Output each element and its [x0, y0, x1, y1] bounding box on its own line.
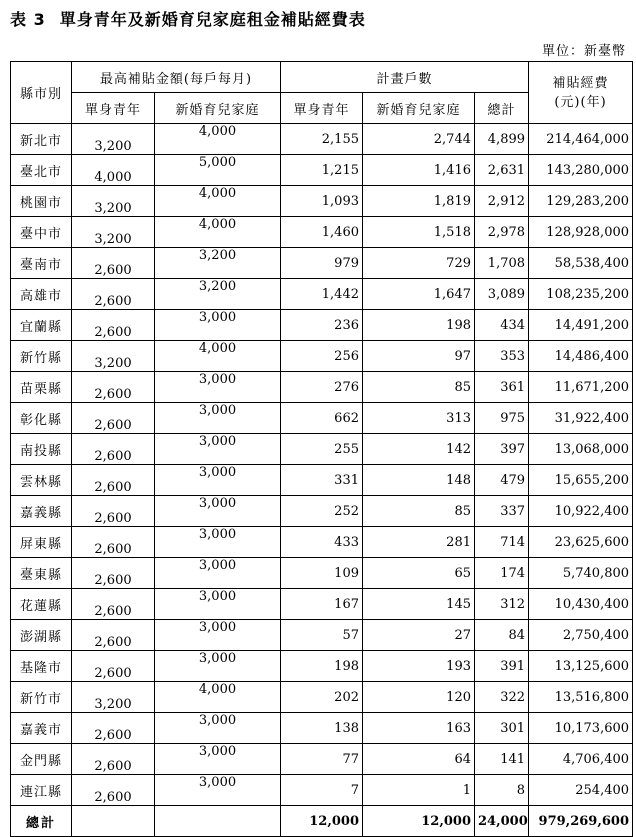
households-single-youth: 979 [281, 248, 363, 279]
households-newlywed-family: 85 [363, 372, 475, 403]
households-total: 141 [475, 744, 529, 775]
households-total: 4,899 [475, 124, 529, 155]
households-single-youth: 433 [281, 527, 363, 558]
households-total: 337 [475, 496, 529, 527]
max-subsidy-newlywed-family: 4,000 [155, 217, 281, 248]
subsidy-funds: 58,538,400 [529, 248, 633, 279]
max-subsidy-newlywed-family: 4,000 [155, 186, 281, 217]
totals-households-single-youth: 12,000 [281, 806, 363, 837]
totals-row [11, 806, 633, 837]
max-subsidy-newlywed-family: 4,000 [155, 124, 281, 155]
households-single-youth: 138 [281, 713, 363, 744]
county-name: 臺南市 [11, 248, 72, 279]
subsidy-funds: 108,235,200 [529, 279, 633, 310]
households-newlywed-family: 313 [363, 403, 475, 434]
max-subsidy-newlywed-family: 3,000 [155, 620, 281, 651]
households-single-youth: 167 [281, 589, 363, 620]
households-newlywed-family: 145 [363, 589, 475, 620]
subsidy-funds: 143,280,000 [529, 155, 633, 186]
households-single-youth: 198 [281, 651, 363, 682]
subsidy-funds: 2,750,400 [529, 620, 633, 651]
header-subsidy-funds-line2: (元)(年) [554, 94, 607, 110]
max-subsidy-single-youth: 3,200 [72, 186, 155, 217]
max-subsidy-single-youth: 2,600 [72, 248, 155, 279]
households-newlywed-family: 1 [363, 775, 475, 806]
households-total: 975 [475, 403, 529, 434]
max-subsidy-single-youth: 2,600 [72, 713, 155, 744]
table-body [11, 124, 633, 837]
households-single-youth: 662 [281, 403, 363, 434]
currency-unit-note: 單位：新臺幣 [541, 44, 626, 59]
subsidy-funds: 13,068,000 [529, 434, 633, 465]
households-total: 2,912 [475, 186, 529, 217]
households-newlywed-family: 1,647 [363, 279, 475, 310]
max-subsidy-single-youth: 2,600 [72, 558, 155, 589]
county-name: 新竹市 [11, 682, 72, 713]
county-name: 桃園市 [11, 186, 72, 217]
households-single-youth: 202 [281, 682, 363, 713]
county-name: 苗栗縣 [11, 372, 72, 403]
max-subsidy-single-youth: 2,600 [72, 589, 155, 620]
county-name: 金門縣 [11, 744, 72, 775]
table-row [11, 620, 633, 651]
households-newlywed-family: 27 [363, 620, 475, 651]
households-newlywed-family: 1,819 [363, 186, 475, 217]
households-total: 397 [475, 434, 529, 465]
table-row [11, 496, 633, 527]
subsidy-funds: 31,922,400 [529, 403, 633, 434]
rent-subsidy-table [10, 61, 633, 837]
table-row [11, 775, 633, 806]
households-single-youth: 276 [281, 372, 363, 403]
max-subsidy-newlywed-family: 3,000 [155, 651, 281, 682]
max-subsidy-newlywed-family: 3,000 [155, 713, 281, 744]
table-row [11, 558, 633, 589]
max-subsidy-newlywed-family: 3,000 [155, 372, 281, 403]
subsidy-funds: 14,486,400 [529, 341, 633, 372]
totals-subsidy-funds: 979,269,600 [529, 806, 633, 837]
max-subsidy-newlywed-family: 3,000 [155, 496, 281, 527]
table-row [11, 217, 633, 248]
header-subsidy-funds-line1: 補貼經費 [552, 75, 609, 91]
table-row [11, 372, 633, 403]
table-row [11, 651, 633, 682]
table-row [11, 434, 633, 465]
header-subsidy-funds [529, 62, 633, 124]
households-newlywed-family: 148 [363, 465, 475, 496]
households-total: 301 [475, 713, 529, 744]
county-name: 嘉義縣 [11, 496, 72, 527]
subsidy-funds: 13,125,600 [529, 651, 633, 682]
county-name: 澎湖縣 [11, 620, 72, 651]
max-subsidy-newlywed-family: 3,000 [155, 403, 281, 434]
table-row [11, 589, 633, 620]
max-subsidy-newlywed-family: 3,000 [155, 434, 281, 465]
table-row [11, 124, 633, 155]
households-total: 174 [475, 558, 529, 589]
households-total: 434 [475, 310, 529, 341]
max-subsidy-newlywed-family: 5,000 [155, 155, 281, 186]
table-row [11, 186, 633, 217]
households-newlywed-family: 120 [363, 682, 475, 713]
households-single-youth: 331 [281, 465, 363, 496]
header-county: 縣市別 [11, 62, 72, 124]
county-name: 連江縣 [11, 775, 72, 806]
county-name: 高雄市 [11, 279, 72, 310]
county-name: 南投縣 [11, 434, 72, 465]
households-single-youth: 109 [281, 558, 363, 589]
households-total: 84 [475, 620, 529, 651]
table-row [11, 713, 633, 744]
table-row [11, 341, 633, 372]
households-single-youth: 77 [281, 744, 363, 775]
table-row [11, 403, 633, 434]
households-total: 3,089 [475, 279, 529, 310]
max-subsidy-single-youth: 3,200 [72, 341, 155, 372]
header-plan-households-group: 計畫戶數 [281, 62, 529, 93]
header-max-single-youth: 單身青年 [72, 93, 155, 124]
households-total: 479 [475, 465, 529, 496]
households-single-youth: 236 [281, 310, 363, 341]
households-single-youth: 252 [281, 496, 363, 527]
households-newlywed-family: 65 [363, 558, 475, 589]
households-newlywed-family: 163 [363, 713, 475, 744]
households-newlywed-family: 1,518 [363, 217, 475, 248]
subsidy-funds: 10,922,400 [529, 496, 633, 527]
header-max-newlywed-family: 新婚育兒家庭 [155, 93, 281, 124]
max-subsidy-newlywed-family: 3,000 [155, 527, 281, 558]
max-subsidy-single-youth: 2,600 [72, 744, 155, 775]
households-newlywed-family: 281 [363, 527, 475, 558]
max-subsidy-single-youth: 2,600 [72, 775, 155, 806]
max-subsidy-newlywed-family: 3,000 [155, 775, 281, 806]
header-households-single-youth: 單身青年 [281, 93, 363, 124]
households-total: 391 [475, 651, 529, 682]
subsidy-funds: 5,740,800 [529, 558, 633, 589]
totals-max-family-empty [155, 806, 281, 837]
table-title-text: 單身青年及新婚育兒家庭租金補貼經費表 [59, 10, 366, 29]
max-subsidy-single-youth: 3,200 [72, 682, 155, 713]
county-name: 基隆市 [11, 651, 72, 682]
totals-label: 總計 [11, 806, 72, 837]
county-name: 臺中市 [11, 217, 72, 248]
max-subsidy-newlywed-family: 3,000 [155, 589, 281, 620]
max-subsidy-single-youth: 3,200 [72, 124, 155, 155]
households-total: 353 [475, 341, 529, 372]
max-subsidy-newlywed-family: 4,000 [155, 341, 281, 372]
subsidy-funds: 214,464,000 [529, 124, 633, 155]
max-subsidy-single-youth: 2,600 [72, 434, 155, 465]
households-newlywed-family: 97 [363, 341, 475, 372]
county-name: 花蓮縣 [11, 589, 72, 620]
table-row [11, 310, 633, 341]
header-households-total: 總計 [475, 93, 529, 124]
households-single-youth: 7 [281, 775, 363, 806]
households-single-youth: 1,215 [281, 155, 363, 186]
header-row-top [11, 62, 633, 93]
max-subsidy-newlywed-family: 3,000 [155, 310, 281, 341]
subsidy-funds: 254,400 [529, 775, 633, 806]
table-row [11, 527, 633, 558]
table-row [11, 682, 633, 713]
households-single-youth: 57 [281, 620, 363, 651]
max-subsidy-newlywed-family: 3,200 [155, 279, 281, 310]
max-subsidy-single-youth: 2,600 [72, 372, 155, 403]
table-row [11, 155, 633, 186]
households-newlywed-family: 142 [363, 434, 475, 465]
county-name: 雲林縣 [11, 465, 72, 496]
max-subsidy-newlywed-family: 3,000 [155, 465, 281, 496]
subsidy-funds: 15,655,200 [529, 465, 633, 496]
subsidy-funds: 128,928,000 [529, 217, 633, 248]
county-name: 新竹縣 [11, 341, 72, 372]
households-total: 8 [475, 775, 529, 806]
max-subsidy-single-youth: 2,600 [72, 403, 155, 434]
max-subsidy-newlywed-family: 4,000 [155, 682, 281, 713]
max-subsidy-single-youth: 2,600 [72, 279, 155, 310]
subsidy-funds: 129,283,200 [529, 186, 633, 217]
table-title [10, 7, 366, 30]
subsidy-funds: 14,491,200 [529, 310, 633, 341]
max-subsidy-newlywed-family: 3,200 [155, 248, 281, 279]
households-single-youth: 1,093 [281, 186, 363, 217]
households-newlywed-family: 193 [363, 651, 475, 682]
households-single-youth: 255 [281, 434, 363, 465]
table-row [11, 744, 633, 775]
households-total: 361 [475, 372, 529, 403]
max-subsidy-single-youth: 2,600 [72, 527, 155, 558]
county-name: 宜蘭縣 [11, 310, 72, 341]
header-households-newlywed-family: 新婚育兒家庭 [363, 93, 475, 124]
max-subsidy-single-youth: 2,600 [72, 651, 155, 682]
households-total: 322 [475, 682, 529, 713]
subsidy-funds: 4,706,400 [529, 744, 633, 775]
max-subsidy-single-youth: 2,600 [72, 496, 155, 527]
households-single-youth: 1,442 [281, 279, 363, 310]
households-total: 1,708 [475, 248, 529, 279]
households-single-youth: 2,155 [281, 124, 363, 155]
subsidy-funds: 10,430,400 [529, 589, 633, 620]
households-total: 312 [475, 589, 529, 620]
households-newlywed-family: 64 [363, 744, 475, 775]
table-row [11, 279, 633, 310]
households-newlywed-family: 1,416 [363, 155, 475, 186]
subsidy-funds: 23,625,600 [529, 527, 633, 558]
county-name: 屏東縣 [11, 527, 72, 558]
county-name: 彰化縣 [11, 403, 72, 434]
totals-max-single-empty [72, 806, 155, 837]
households-newlywed-family: 2,744 [363, 124, 475, 155]
max-subsidy-newlywed-family: 3,000 [155, 558, 281, 589]
max-subsidy-single-youth: 2,600 [72, 465, 155, 496]
subsidy-funds: 13,516,800 [529, 682, 633, 713]
county-name: 新北市 [11, 124, 72, 155]
households-newlywed-family: 729 [363, 248, 475, 279]
header-max-subsidy-group: 最高補貼金額(每戶每月) [72, 62, 281, 93]
households-total: 714 [475, 527, 529, 558]
table-number: 表 3 [10, 10, 46, 29]
max-subsidy-newlywed-family: 3,000 [155, 744, 281, 775]
totals-households-newlywed-family: 12,000 [363, 806, 475, 837]
max-subsidy-single-youth: 2,600 [72, 310, 155, 341]
totals-households-total: 24,000 [475, 806, 529, 837]
households-single-youth: 256 [281, 341, 363, 372]
table-row [11, 248, 633, 279]
households-total: 2,631 [475, 155, 529, 186]
households-newlywed-family: 198 [363, 310, 475, 341]
county-name: 臺北市 [11, 155, 72, 186]
subsidy-funds: 11,671,200 [529, 372, 633, 403]
max-subsidy-single-youth: 4,000 [72, 155, 155, 186]
households-newlywed-family: 85 [363, 496, 475, 527]
county-name: 臺東縣 [11, 558, 72, 589]
table-row [11, 465, 633, 496]
households-single-youth: 1,460 [281, 217, 363, 248]
subsidy-funds: 10,173,600 [529, 713, 633, 744]
households-total: 2,978 [475, 217, 529, 248]
county-name: 嘉義市 [11, 713, 72, 744]
max-subsidy-single-youth: 2,600 [72, 620, 155, 651]
max-subsidy-single-youth: 3,200 [72, 217, 155, 248]
